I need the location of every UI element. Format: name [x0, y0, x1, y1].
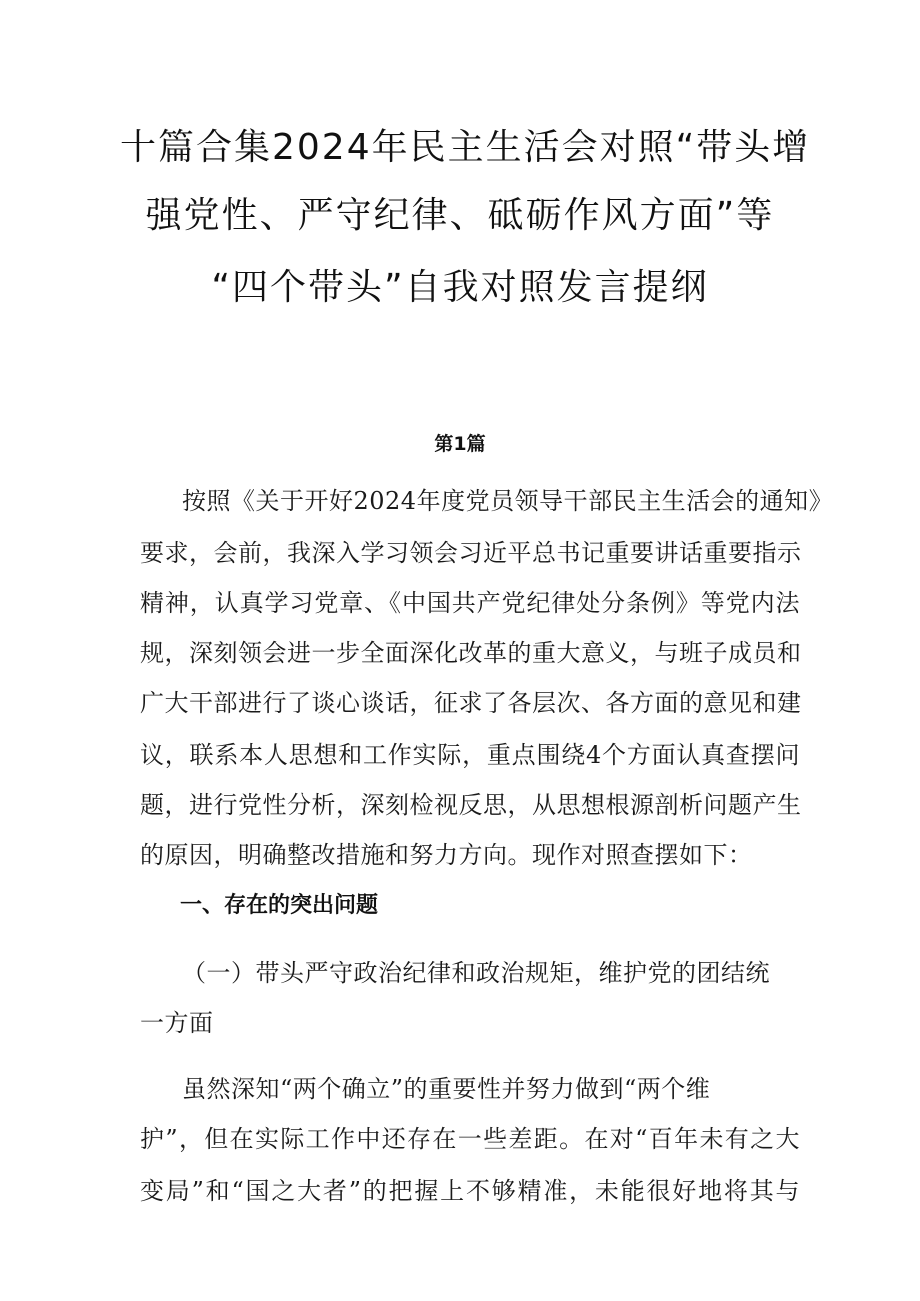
section-heading: 一、存在的突出问题	[180, 893, 379, 918]
intro-line-4: 规，深刻领会进一步全面深化改革的重大意义，与班子成员和	[140, 639, 802, 667]
body-line-2: 护”，但在实际工作中还存在一些差距。在对“百年未有之大	[140, 1125, 800, 1153]
body-line-1: 虽然深知“两个确立”的重要性并努力做到“两个维	[182, 1075, 711, 1103]
intro-line-7: 题，进行党性分析，深刻检视反思，从思想根源剖析问题产生	[140, 791, 802, 819]
intro-line-1: 按照《关于开好2024年度党员领导干部民主生活会的通知》	[182, 487, 834, 515]
chapter-label: 第1篇	[434, 433, 486, 455]
intro-line-5: 广大干部进行了谈心谈话，征求了各层次、各方面的意见和建	[140, 689, 802, 717]
subsection-line-1: （一）带头严守政治纪律和政治规矩，维护党的团结统	[182, 959, 770, 987]
document-title-line-1: 十篇合集2024年民主生活会对照“带头增	[120, 127, 811, 168]
document-title-line-3: “四个带头”自我对照发言提纲	[211, 267, 709, 308]
intro-line-2: 要求，会前，我深入学习领会习近平总书记重要讲话重要指示	[140, 539, 802, 567]
intro-line-8: 的原因，明确整改措施和努力方向。现作对照查摆如下：	[140, 841, 753, 869]
document-title-line-2: 强党性、严守纪律、砥砺作风方面”等	[145, 195, 775, 236]
intro-line-6: 议，联系本人思想和工作实际，重点围绕4个方面认真查摆问	[140, 741, 800, 769]
body-line-3: 变局”和“国之大者”的把握上不够精准，未能很好地将其与	[140, 1177, 800, 1205]
intro-line-3: 精神，认真学习党章、《中国共产党纪律处分条例》等党内法	[140, 589, 800, 617]
subsection-line-2: 一方面	[140, 1009, 214, 1037]
